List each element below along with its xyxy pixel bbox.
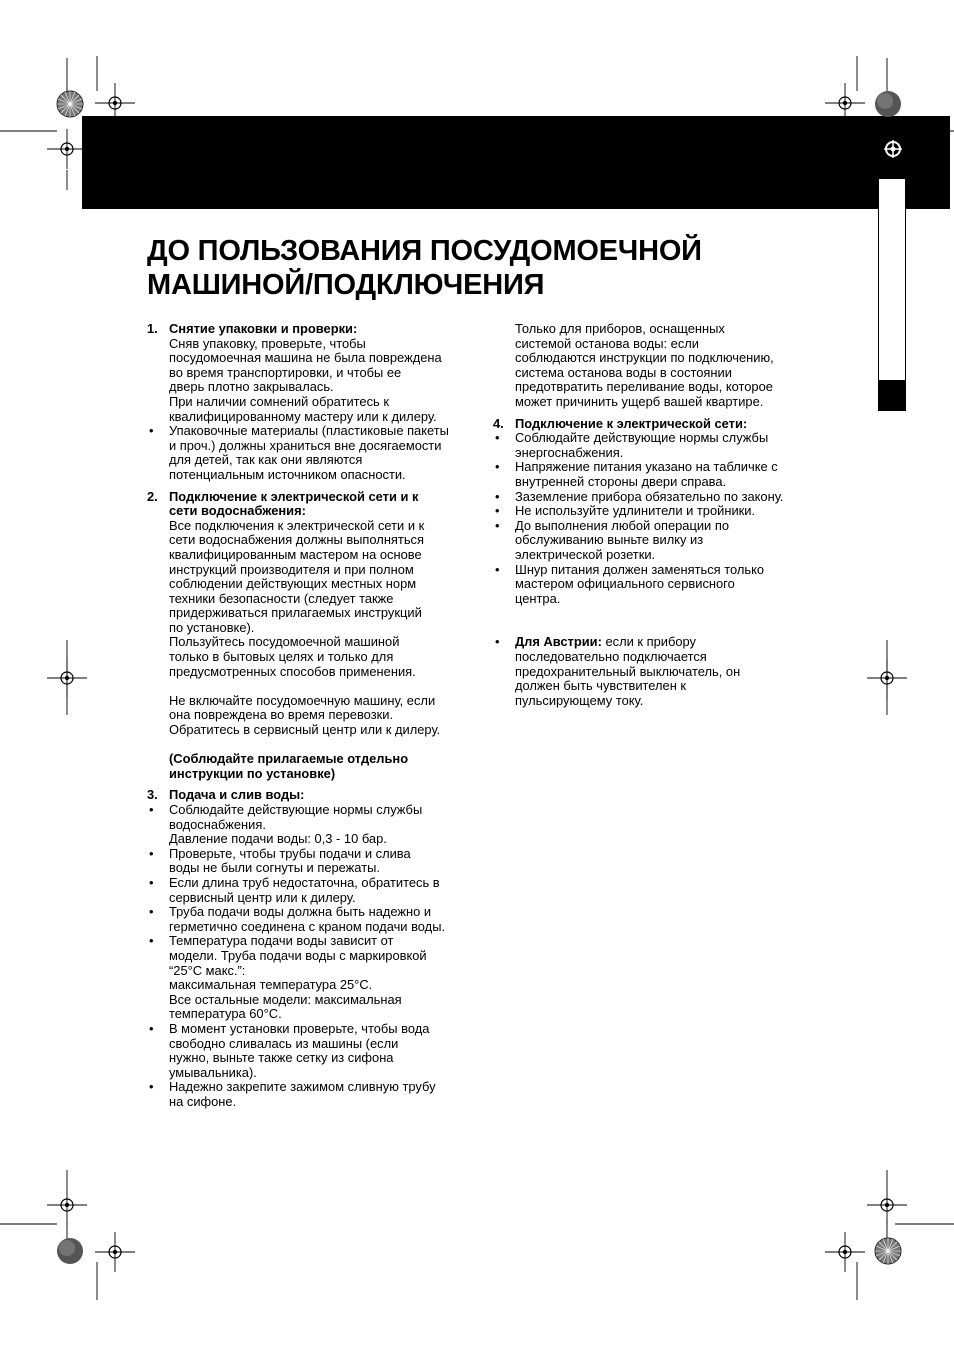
- text-line: предусмотренных способов применения.: [169, 663, 416, 679]
- text-line: системой останова воды: если: [515, 335, 699, 351]
- section-heading-text: Подключение к электрической сети и к: [169, 488, 419, 504]
- bullet-item: [147, 876, 472, 905]
- text-line: Надежно закрепите зажимом сливную трубу: [169, 1079, 436, 1095]
- text-line: соблюдении действующих местных норм: [169, 576, 417, 592]
- bullet-item: [147, 803, 472, 847]
- text-line: температура 60°С.: [169, 1006, 282, 1022]
- text-line: сети водоснабжения должны выполняться: [169, 532, 424, 548]
- text-line: инструкций производителя и при полном: [169, 561, 414, 577]
- text-line: квалифицированному мастеру или к дилеру.: [169, 408, 437, 424]
- text-line: Все остальные модели: максимальная: [169, 991, 402, 1007]
- text-line: центра.: [515, 590, 561, 606]
- bullet-item: [147, 424, 472, 482]
- section-heading-text: Подача и слив воды:: [169, 787, 305, 803]
- section-number: 3.: [147, 787, 158, 803]
- text-line: если к прибору: [601, 634, 696, 650]
- bullet-icon: •: [149, 904, 154, 920]
- text-line: Заземление прибора обязательно по закону.: [515, 488, 784, 504]
- text-line: посудомоечная машина не была повреждена: [169, 350, 442, 366]
- bullet-item: [147, 1022, 472, 1080]
- bullet-icon: •: [495, 503, 500, 519]
- page-title: [147, 234, 847, 302]
- text-line: только в бытовых целях и только для: [169, 649, 394, 665]
- bullet-item: [493, 504, 823, 519]
- text-line: водоснабжения.: [169, 816, 266, 832]
- text-line: нужно, выньте также сетку из сифона: [169, 1050, 394, 1066]
- bullet-icon: •: [495, 561, 500, 577]
- left-column: [147, 322, 472, 1109]
- section-1-heading: [147, 322, 472, 337]
- bullet-icon: •: [149, 1079, 154, 1095]
- section-heading-text: Подключение к электрической сети:: [515, 415, 748, 431]
- bullet-item: [147, 905, 472, 934]
- text-line: При наличии сомнений обратитесь к: [169, 393, 389, 409]
- text-line: предохранительный выключатель, он: [515, 663, 741, 679]
- page-title-line: ДО ПОЛЬЗОВАНИЯ ПОСУДОМОЕЧНОЙ: [147, 235, 702, 267]
- text-line: электрической розетки.: [515, 546, 656, 562]
- text-line: В момент установки проверьте, чтобы вода: [169, 1020, 430, 1036]
- text-line: энергоснабжения.: [515, 444, 624, 460]
- text-line: для детей, так как они являются: [169, 452, 363, 468]
- text-line: Давление подачи воды: 0,3 - 10 бар.: [169, 831, 387, 847]
- text-line: Соблюдайте действующие нормы службы: [169, 802, 423, 817]
- text-line: система останова воды в состоянии: [515, 364, 732, 380]
- bullet-icon: •: [495, 430, 500, 446]
- text-line: “25°С макс.”:: [169, 962, 246, 978]
- austria-label: Для Австрии:: [515, 634, 602, 650]
- bullet-item: [493, 519, 823, 563]
- bullet-icon: •: [149, 874, 154, 890]
- section-2-heading: [147, 490, 472, 519]
- text-line: квалифицированным мастером на основе: [169, 546, 422, 562]
- text-line: может причинить ущерб вашей квартире.: [515, 393, 764, 409]
- text-line: Все подключения к электрической сети и к: [169, 517, 425, 533]
- text-line: обслуживанию выньте вилку из: [515, 532, 704, 548]
- text-line: и проч.) должны храниться вне досягаемости: [169, 437, 442, 453]
- bullet-icon: •: [149, 933, 154, 949]
- bullet-item: [147, 847, 472, 876]
- text-line: воды не были согнуты и пережаты.: [169, 860, 380, 876]
- austria-note: [493, 635, 823, 708]
- text-line: Не включайте посудомоечную машину, если: [169, 692, 436, 708]
- bullet-icon: •: [495, 517, 500, 533]
- section-2-text: [147, 519, 472, 782]
- section-1-text: [147, 337, 472, 425]
- installation-note: (Соблюдайте прилагаемые отдельно: [169, 751, 409, 767]
- text-line: Труба подачи воды должна быть надежно и: [169, 904, 432, 920]
- text-line: Только для приборов, оснащенных: [515, 321, 725, 336]
- section-heading-text: Снятие упаковки и проверки:: [169, 321, 358, 336]
- text-line: должен быть чувствителен к: [515, 678, 687, 694]
- text-line: по установке).: [169, 619, 255, 635]
- text-line: Сняв упаковку, проверьте, чтобы: [169, 335, 366, 351]
- right-column: [493, 322, 823, 708]
- bullet-icon: •: [495, 488, 500, 504]
- text-line: умывальника).: [169, 1064, 257, 1080]
- text-line: герметично соединена с краном подачи воды.: [169, 918, 446, 934]
- text-line: техники безопасности (следует также: [169, 590, 394, 606]
- section-4-heading: [493, 417, 823, 432]
- text-line: сервисный центр или к дилеру.: [169, 889, 356, 905]
- water-stop-text: [493, 322, 823, 410]
- text-line: До выполнения любой операции по: [515, 517, 729, 533]
- text-line: Соблюдайте действующие нормы службы: [515, 430, 769, 446]
- text-line: Проверьте, чтобы трубы подачи и слива: [169, 845, 411, 861]
- text-line: мастером официального сервисного: [515, 576, 735, 592]
- bullet-item: [493, 460, 823, 489]
- page-title-line: МАШИНОЙ/ПОДКЛЮЧЕНИЯ: [147, 269, 545, 301]
- installation-note: инструкции по установке): [169, 765, 336, 781]
- text-line: во время транспортировки, и чтобы ее: [169, 364, 402, 380]
- section-number: 1.: [147, 321, 158, 336]
- text-line: пульсирующему току.: [515, 692, 644, 708]
- bullet-icon: •: [149, 802, 154, 817]
- text-line: Не используйте удлинители и тройники.: [515, 503, 756, 519]
- section-3-heading: [147, 788, 472, 803]
- text-line: Обратитесь в сервисный центр или к дилеру.: [169, 722, 441, 738]
- text-line: последовательно подключается: [515, 649, 707, 665]
- bullet-item: [147, 1080, 472, 1109]
- bullet-item: [493, 431, 823, 460]
- bullet-icon: •: [149, 1020, 154, 1036]
- text-line: Температура подачи воды зависит от: [169, 933, 394, 949]
- bullet-icon: •: [149, 845, 154, 861]
- text-line: она повреждена во время перевозки.: [169, 707, 394, 723]
- text-line: модели. Труба подачи воды с маркировкой: [169, 947, 427, 963]
- text-line: Упаковочные материалы (пластиковые пакеты: [169, 423, 449, 439]
- section-number: 2.: [147, 488, 158, 504]
- bullet-item: [493, 563, 823, 607]
- text-line: Напряжение питания указано на табличке с: [515, 459, 778, 475]
- text-line: максимальная температура 25°С.: [169, 977, 373, 993]
- bullet-item: [493, 490, 823, 505]
- text-line: внутренней стороны двери справа.: [515, 473, 727, 489]
- text-line: потенциальным источником опасности.: [169, 466, 406, 482]
- section-number: 4.: [493, 415, 504, 431]
- text-line: придерживаться прилагаемых инструкций: [169, 605, 422, 621]
- text-line: Пользуйтесь посудомоечной машиной: [169, 634, 400, 650]
- text-line: Если длина труб недостаточна, обратитесь в: [169, 874, 440, 890]
- text-line: предотвратить переливание воды, которое: [515, 379, 773, 395]
- text-line: дверь плотно закрывалась.: [169, 379, 334, 395]
- bullet-icon: •: [495, 634, 500, 650]
- section-heading-text: сети водоснабжения:: [169, 503, 306, 519]
- text-line: соблюдаются инструкции по подключению,: [515, 350, 774, 366]
- bullet-icon: •: [149, 423, 154, 439]
- bullet-item: [147, 934, 472, 1022]
- text-line: Шнур питания должен заменяться только: [515, 561, 765, 577]
- text-line: свободно сливалась из машины (если: [169, 1035, 399, 1051]
- text-line: на сифоне.: [169, 1093, 237, 1109]
- bullet-icon: •: [495, 459, 500, 475]
